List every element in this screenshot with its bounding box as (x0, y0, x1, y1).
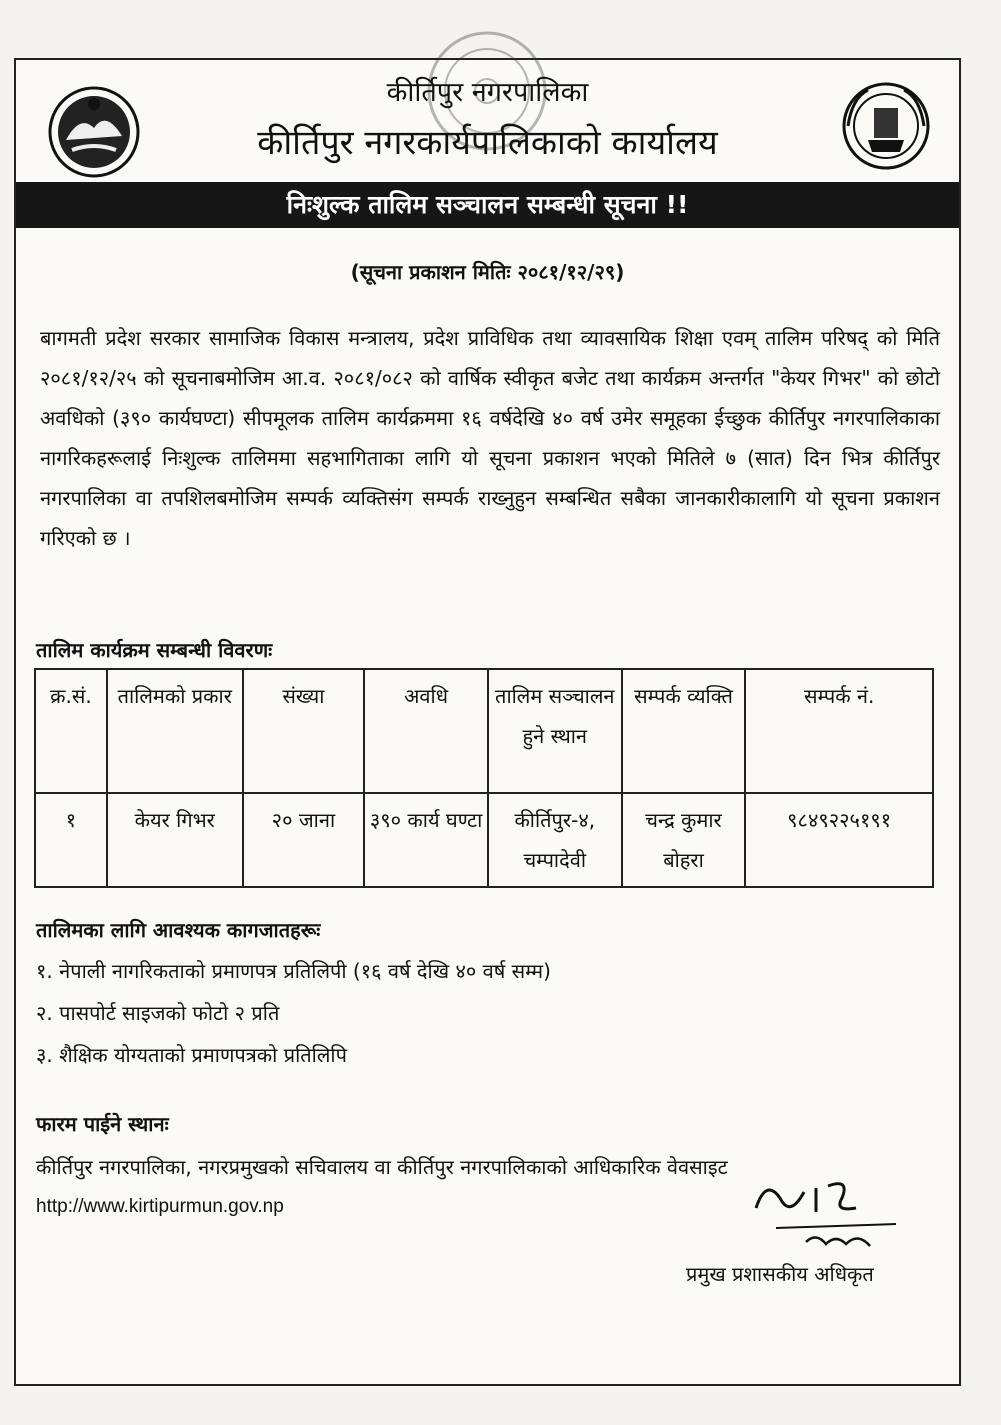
documents-list (36, 950, 551, 1076)
list-item: १. नेपाली नागरिकताको प्रमाणपत्र प्रतिलिपी (१६ वर्ष देखि ४० वर्ष सम्म) (36, 959, 551, 983)
form-place-heading: फारम पाईने स्थानः (36, 1112, 169, 1136)
training-table (34, 668, 934, 888)
notice-title: निःशुल्क तालिम सञ्चालन सम्बन्धी सूचना !! (16, 182, 959, 228)
table-cell: कीर्तिपुर-४, चम्पादेवी (488, 793, 622, 887)
table-header-row (35, 669, 933, 793)
publish-date: (सूचना प्रकाशन मितिः २०८१/१२/२९) (350, 260, 625, 284)
municipality-name: कीर्तिपुर नगरपालिका (386, 77, 589, 108)
signature-icon (746, 1168, 906, 1258)
notice-body: बागमती प्रदेश सरकार सामाजिक विकास मन्त्रालय, प्रदेश प्राविधिक तथा व्यावसायिक शिक्षा एवम् तालिम परिषद् को मिति २०८१/१२/२५ को सूचनाबमोजिम आ.व. २०८१/०८२ को वार्षिक स्वीकृत बजेट तथा कार्यक्रम अन्तर्गत "केयर गिभर" को छोटो अवधिको (३९० कार्यघण्टा) सीपमूलक तालिम कार्यक्रममा १६ वर्षदेखि ४० वर्ष उमेर समूहका ईच्छुक कीर्तिपुर नगरपालिकाका नागरिकहरूलाई निःशुल्क तालिममा सहभागिताका लागि यो सूचना प्रकाशन भएको मितिले ७ (सात) दिन भित्र कीर्तिपुर नगरपालिका वा तपशिलबमोजिम सम्पर्क व्यक्तिसंग सम्पर्क राख्नुहुन सम्बन्धित सबैका जानकारीकालागि यो सूचना प्रकाशन गरिएको छ । (40, 326, 940, 550)
table-cell: ९८४९२२५१९१ (745, 793, 933, 887)
column-header: सम्पर्क व्यक्ति (622, 669, 746, 793)
column-header: क्र.सं. (35, 669, 107, 793)
table-cell: चन्द्र कुमार बोहरा (622, 793, 746, 887)
table-row (35, 793, 933, 887)
office-name: कीर्तिपुर नगरकार्यपालिकाको कार्यालय (257, 123, 718, 163)
column-header: अवधि (364, 669, 488, 793)
table-cell: १ (35, 793, 107, 887)
list-item: ३. शैक्षिक योग्यताको प्रमाणपत्रको प्रतिलिपि (36, 1043, 347, 1067)
column-header: सम्पर्क नं. (745, 669, 933, 793)
column-header: संख्या (243, 669, 365, 793)
notice-sheet (14, 58, 961, 1386)
form-place-description: कीर्तिपुर नगरपालिका, नगरप्रमुखको सचिवालय वा कीर्तिपुर नगरपालिकाको आधिकारिक वेवसाइट (36, 1155, 728, 1179)
website-link[interactable]: http://www.kirtipurmun.gov.np (36, 1196, 284, 1217)
list-item: २. पासपोर्ट साइजको फोटो २ प्रति (36, 1001, 280, 1025)
table-cell: २० जाना (243, 793, 365, 887)
signatory-title: प्रमुख प्रशासकीय अधिकृत (686, 1262, 874, 1286)
table-cell: केयर गिभर (107, 793, 243, 887)
column-header: तालिमको प्रकार (107, 669, 243, 793)
table-heading: तालिम कार्यक्रम सम्बन्धी विवरणः (36, 638, 273, 662)
table-cell: ३९० कार्य घण्टा (364, 793, 488, 887)
documents-heading: तालिमका लागि आवश्यक कागजातहरूः (36, 918, 321, 942)
column-header: तालिम सञ्चालन हुने स्थान (488, 669, 622, 793)
